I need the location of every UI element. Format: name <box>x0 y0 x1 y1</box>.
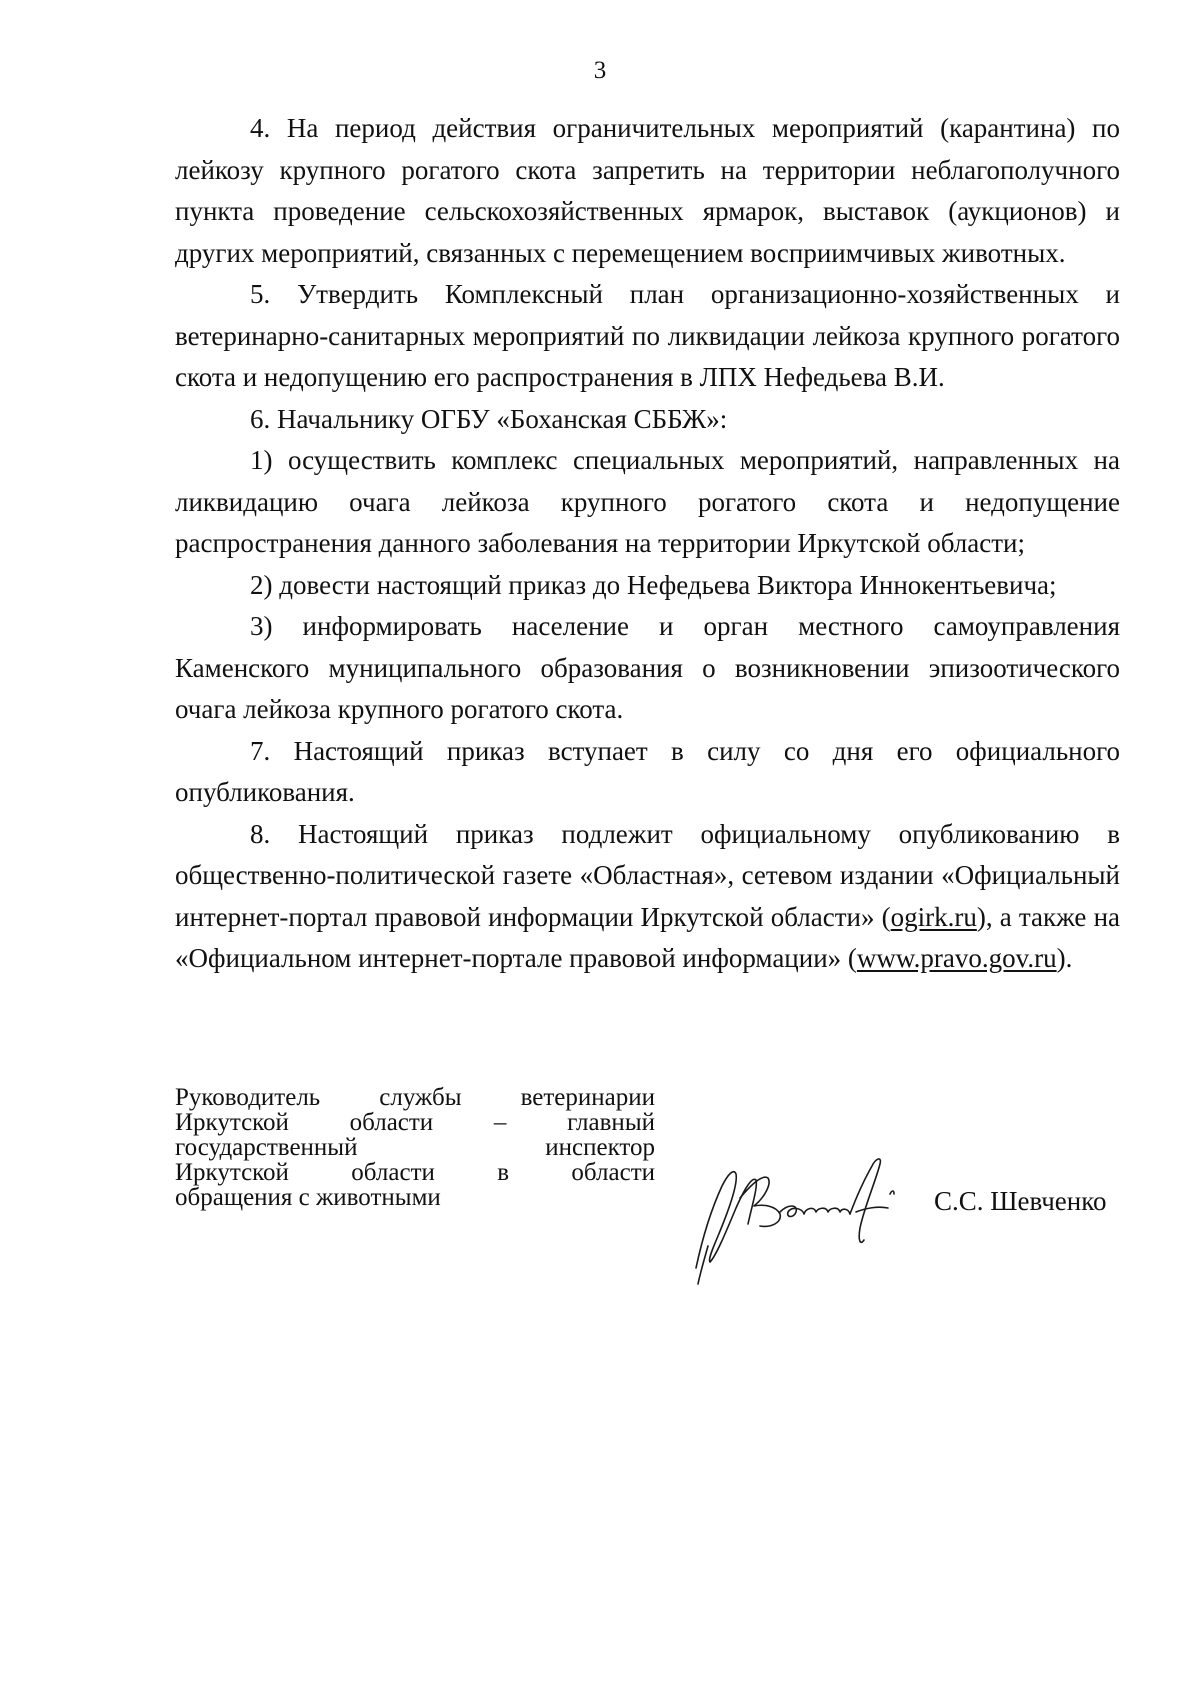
paragraph-4: 4. На период действия ограничительных мероприятий (карантина) по лейкозу крупного рогатого скота запретить на территории неблагополучного пункта проведение сельскохозяйственных ярмарок, выставок (аукционов) и других мероприятий, связанных с перемещением восприимчивых животных. <box>175 113 1120 268</box>
paragraph-6: 6. Начальнику ОГБУ «Боханская СББЖ»: <box>250 403 728 434</box>
page-number: 3 <box>593 57 607 84</box>
pravo-gov-link[interactable]: www.pravo.gov.ru <box>856 943 1057 973</box>
paragraph-6-item-1: 1) осуществить комплекс специальных мероприятий, направленных на ликвидацию очага лейкоза крупного рогатого скота и недопущение распространения данного заболевания на территории Иркутской области; <box>175 445 1120 558</box>
signer-position-line: Иркутской области в области <box>175 1159 655 1186</box>
paragraph-8-text-2: ), а также на «Официальном интернет-портале правовой информации» ( <box>175 901 1120 973</box>
signer-name: С.С. Шевченко <box>934 1186 1107 1216</box>
signer-position <box>175 1085 655 1210</box>
paragraph-6-item-2: 2) довести настоящий приказ до Нефедьева Виктора Иннокентьевича; <box>250 569 1057 600</box>
handwritten-signature <box>688 1128 928 1288</box>
paragraph-8-text-1: 8. Настоящий приказ подлежит официальному опубликованию в общественно-политической газете «Областная», сетевом издании «Официальный интернет-портал правовой информации Иркутской области» ( <box>175 818 1120 932</box>
paragraph-7: 7. Настоящий приказ вступает в силу со дня его официального опубликования. <box>175 735 1120 807</box>
ogirk-link[interactable]: ogirk.ru <box>890 901 977 932</box>
paragraph-8 <box>175 814 1120 980</box>
paragraph-5: 5. Утвердить Комплексный план организационно-хозяйственных и ветеринарно-санитарных мероприятий по ликвидации лейкоза крупного рогатого скота и недопущению его распространения в ЛПХ Нефедьева В.И. <box>175 279 1120 392</box>
signer-position-line: государственный инспектор <box>175 1134 655 1161</box>
paragraph-6-item-3: 3) информировать население и орган местного самоуправления Каменского муниципального образования о возникновении эпизоотического очага лейкоза крупного рогатого скота. <box>175 611 1120 724</box>
signer-position-line: обращения с животными <box>175 1184 441 1211</box>
document-body <box>175 108 1120 980</box>
signer-position-line: Руководитель службы ветеринарии <box>175 1084 655 1111</box>
paragraph-8-text-3: ). <box>1056 943 1073 973</box>
signer-position-line: Иркутской области – главный <box>175 1109 655 1136</box>
